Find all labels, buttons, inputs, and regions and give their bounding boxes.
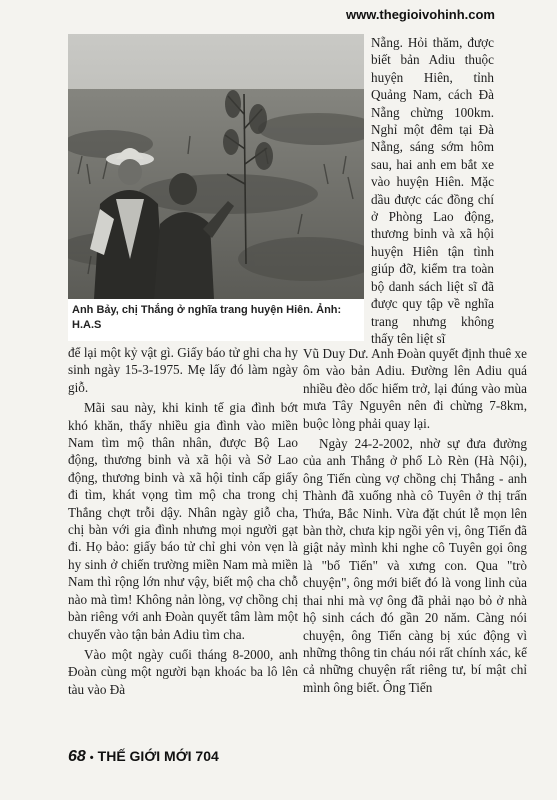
article-photo [68,34,364,299]
article-column-left [68,344,298,698]
magazine-name: THẾ GIỚI MỚI 704 [97,748,219,764]
page-footer [68,748,219,766]
article-paragraph: Nẵng. Hỏi thăm, được biết bản Adiu thuộc huyện Hiên, tỉnh Quảng Nam, cách Đà Nẵng chừng 100km. Nghỉ một đêm tại Đà Nẵng, sáng sớm hôm sau, hai anh em bắt xe vào huyện Hiên. Mặc dầu được các đồng chí ở Phòng Lao động, thương binh và xã hội huyện Hiên tận tình giúp đỡ, kiểm tra toàn bộ danh sách liệt sĩ đã được quy tập về nghĩa trang nhưng không thấy tên liệt sĩ [371,35,494,346]
article-paragraph: Ngày 24-2-2002, nhờ sự đưa đường của anh Thắng ở phố Lò Rèn (Hà Nội), ông Tiến cùng vợ chồng chị Thắng - anh Thành đã xuống nhà cô Tuyên ở thị trấn Thứa, Bắc Ninh. Vừa đặt chút lễ mọn lên bàn thờ, chưa kịp ngồi yên vị, ông Tiến đã giật nảy mình khi nghe cô Tuyên gọi ông là "bố Tiến" và xưng con. Qua "trò chuyện", ông mới biết đó là vong linh của thai nhi mà vợ ông đã phải nạo bỏ ở nhà hộ sinh cách đó gần 20 năm. Càng nói chuyện, ông Tiến càng bị xúc động vì những thông tin cháu nói rất chính xác, kể cả những chuyện rất riêng tư, bí mật chỉ mình ông biết. Ông Tiến [303,436,527,695]
article-paragraph: Mãi sau này, khi kinh tế gia đình bớt khó khăn, thấy nhiều gia đình vào miền Nam tìm mộ thân nhân, được Bộ Lao động, thương binh và xã hội và Sở Lao động, thương binh và xã hội tỉnh cấp giấy đi tìm, khát vọng tìm mộ cha trong chị Thắng chợt trỗi dậy. Nhân ngày giỗ cha, chị bàn với gia đình nhưng mọi người gạt đi. Họ bảo: giấy báo tử chỉ ghi vỏn vẹn là hy sinh ở chiến trường miền Nam mà miền Nam thì rộng lớn như vậy, biết mộ cha chỗ nào mà tìm! Không nản lòng, vợ chồng chị bàn riêng với anh Đoàn quyết tâm làm một chuyến vào tận bản Adiu tìm cha. [68,400,298,642]
article-paragraph: Vào một ngày cuối tháng 8-2000, anh Đoàn cùng một người bạn khoác ba lô lên tàu vào Đà [68,646,298,697]
photo-caption: Anh Bảy, chị Thắng ở nghĩa trang huyện Hiên. Ảnh: H.A.S [68,299,364,341]
article-column-right [303,345,527,696]
article-paragraph: Vũ Duy Dư. Anh Đoàn quyết định thuê xe ôm vào bản Adiu. Đường lên Adiu quá nhiều đèo dốc hiểm trở, lại đúng vào mùa mưa Tây Nguyên nên đi chừng 7-8km, buộc lòng phải quay lại. [303,346,527,431]
footer-bullet: • [89,752,94,764]
cemetery-photo-illustration [68,34,364,299]
page-number: 68 [68,748,86,765]
article-paragraph: để lại một kỷ vật gì. Giấy báo tử ghi cha hy sinh ngày 15-3-1975. Mẹ lấy đó làm ngày giỗ. [68,345,298,395]
watermark: www.thegioivohinh.com [345,7,495,22]
article-column-top-right [371,34,494,347]
